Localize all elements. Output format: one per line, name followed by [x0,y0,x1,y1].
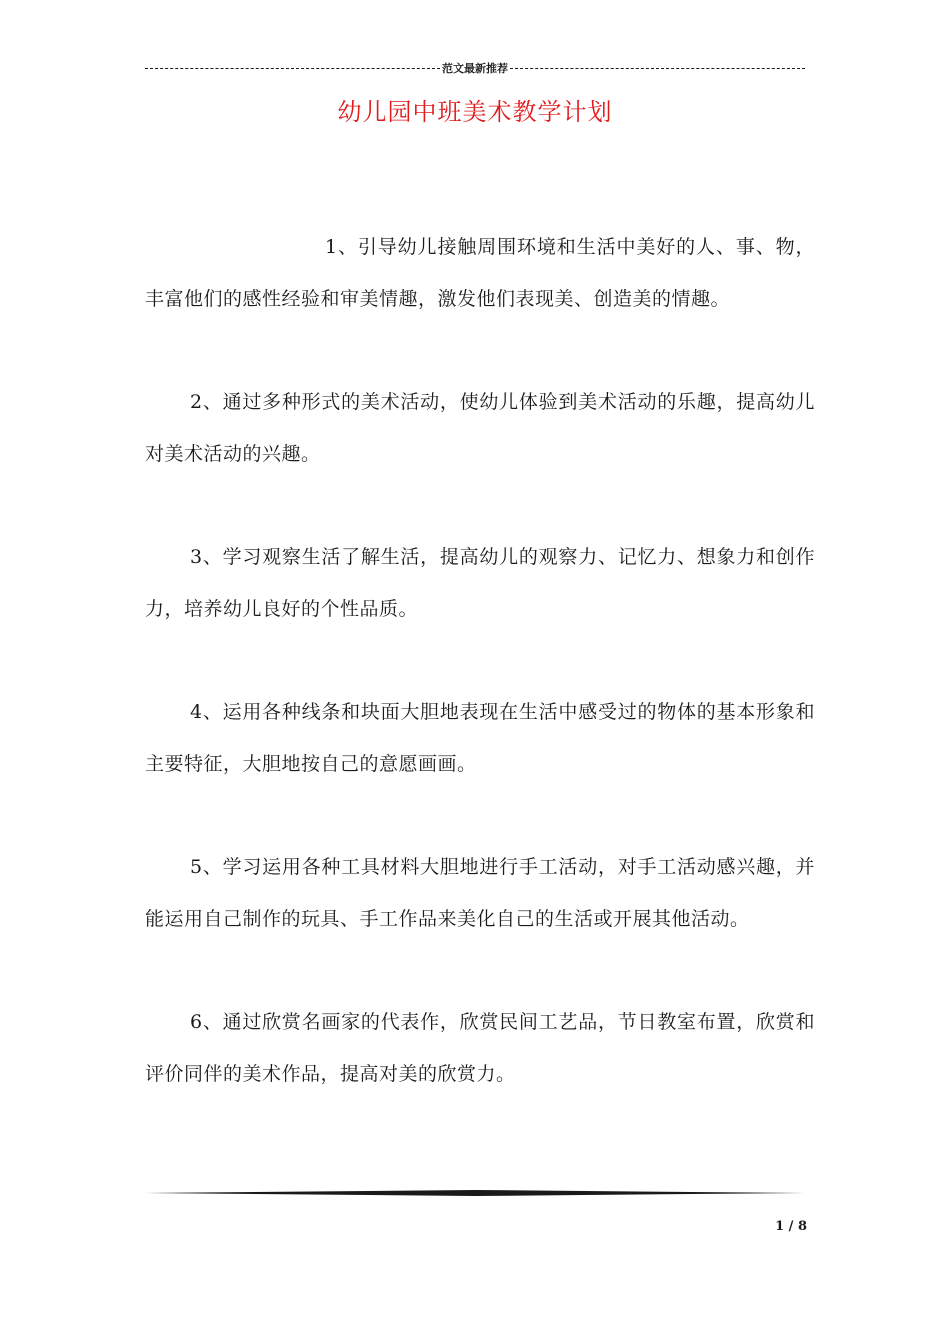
header-dash-right [510,68,805,69]
footer-divider [145,1190,805,1196]
paragraph-2: 2、通过多种形式的美术活动，使幼儿体验到美术活动的乐趣，提高幼儿对美术活动的兴趣。 [145,391,815,465]
header-banner [145,60,805,76]
header-dash-left [145,68,440,69]
document-body [145,222,815,1152]
paragraph-1: 1、引导幼儿接触周围环境和生活中美好的人、事、物，丰富他们的感性经验和审美情趣，激发他们表现美、创造美的情趣。 [145,236,815,310]
paragraph-5: 5、学习运用各种工具材料大胆地进行手工活动，对手工活动感兴趣，并能运用自己制作的玩具、手工作品来美化自己的生活或开展其他活动。 [145,856,815,930]
page-number: 1 / 8 [775,1219,807,1234]
paragraph-6: 6、通过欣赏名画家的代表作，欣赏民间工艺品，节日教室布置，欣赏和评价同伴的美术作品，提高对美的欣赏力。 [145,1011,815,1085]
header-text: 范文最新推荐 [442,62,508,75]
document-title: 幼儿园中班美术教学计划 [337,98,613,126]
paragraph-3: 3、学习观察生活了解生活，提高幼儿的观察力、记忆力、想象力和创作力，培养幼儿良好的个性品质。 [145,546,815,620]
paragraph-4: 4、运用各种线条和块面大胆地表现在生活中感受过的物体的基本形象和主要特征，大胆地按自己的意愿画画。 [145,701,815,775]
